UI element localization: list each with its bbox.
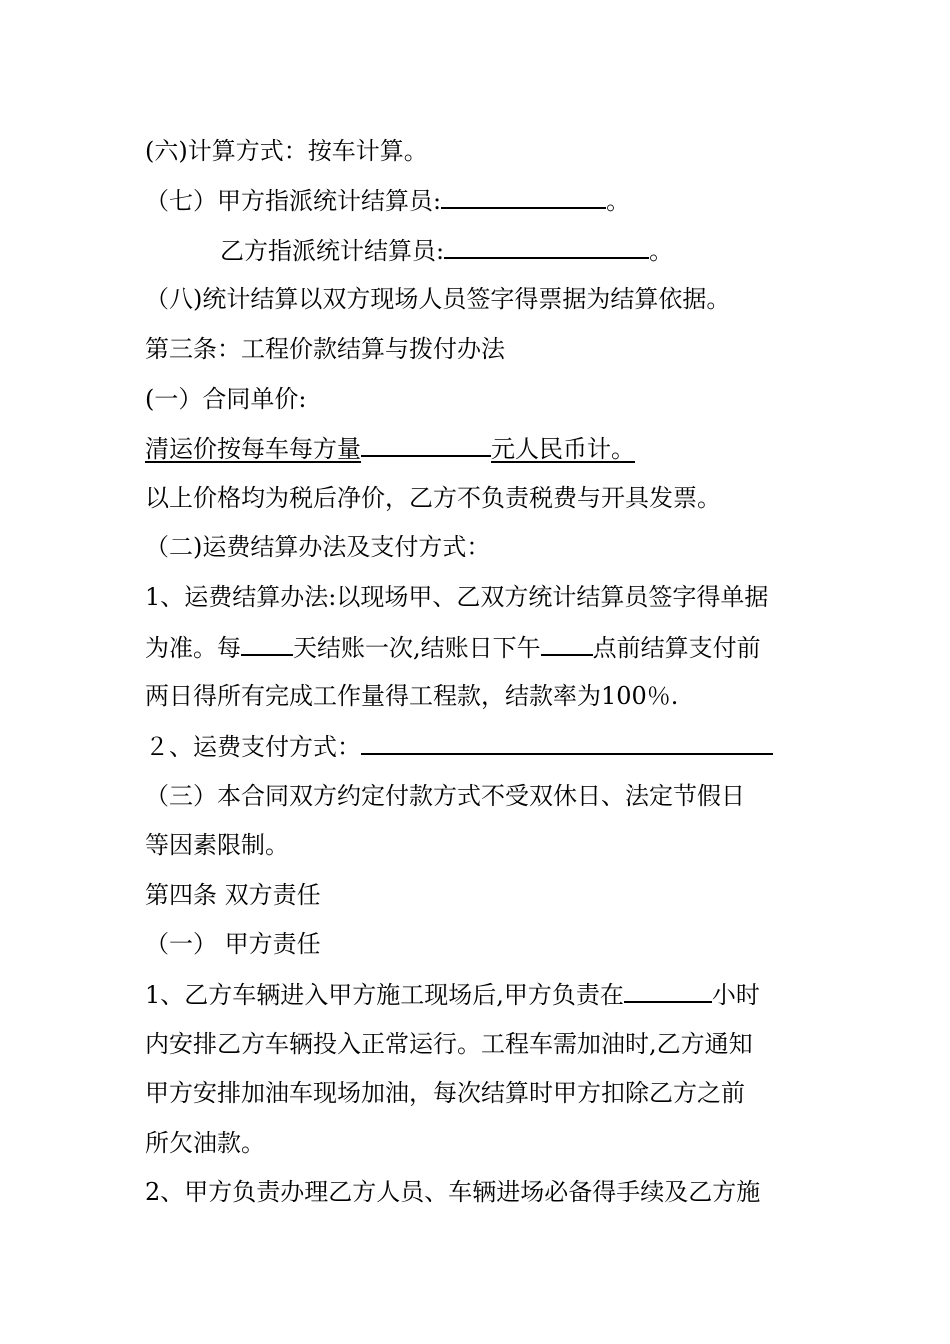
fill-blank-payment-method[interactable]	[361, 731, 773, 755]
text-line	[145, 532, 490, 562]
line-text: 乙方指派统计结算员:	[220, 237, 445, 265]
text-line	[145, 284, 730, 314]
line-text: (六)计算方式：按车计算。	[145, 137, 428, 165]
line-text: 。	[606, 187, 631, 215]
text-line	[145, 483, 721, 513]
line-text: ２、运费支付方式：	[145, 733, 361, 761]
text-line	[145, 433, 635, 463]
line-text: 点前结算支付前	[592, 634, 761, 662]
line-text: （三）本合同双方约定付款方式不受双休日、法定节假日	[145, 782, 745, 810]
fill-blank-hour[interactable]	[541, 632, 593, 656]
text-line	[145, 979, 760, 1009]
text-line	[220, 235, 673, 265]
line-text: （八)统计结算以双方现场人员签字得票据为结算依据。	[145, 285, 731, 313]
text-line	[145, 632, 761, 662]
fill-blank-days[interactable]	[241, 632, 293, 656]
text-line	[145, 731, 773, 761]
fill-blank-yi-clerk[interactable]	[444, 235, 649, 259]
line-text: 两日得所有完成工作量得工程款，结款率为100％.	[145, 682, 679, 710]
line-text: 甲方安排加油车现场加油，每次结算时甲方扣除乙方之前	[145, 1079, 745, 1107]
text-line	[145, 136, 428, 166]
line-text: (一）合同单价:	[145, 385, 307, 413]
line-text: 小时	[711, 981, 760, 1009]
line-text: 。	[649, 237, 674, 265]
line-text: （七）甲方指派统计结算员:	[145, 187, 442, 215]
line-text: 1、运费结算办法:以现场甲、乙双方统计结算员签字得单据	[145, 583, 769, 611]
text-line	[145, 1029, 753, 1059]
text-line	[145, 1078, 745, 1108]
fill-blank-unit-price[interactable]	[361, 433, 491, 457]
section-heading	[145, 334, 505, 364]
line-text: 1、乙方车辆进入甲方施工现场后,甲方负责在	[145, 981, 624, 1009]
underlined-text: 元人民币计。	[491, 435, 635, 463]
line-text: （二)运费结算办法及支付方式：	[145, 533, 491, 561]
text-line	[145, 1128, 265, 1158]
line-text: 等因素限制。	[145, 831, 289, 859]
section-heading	[145, 880, 321, 910]
line-text: 2、甲方负责办理乙方人员、车辆进场必备得手续及乙方施	[145, 1178, 761, 1206]
text-line	[145, 681, 678, 711]
fill-blank-jia-clerk[interactable]	[441, 185, 606, 209]
text-line	[145, 929, 321, 959]
line-text: 为准。每	[145, 634, 241, 662]
line-text: 所欠油款。	[145, 1129, 265, 1157]
line-text: （一） 甲方责任	[145, 930, 321, 958]
line-text: 天结账一次,结账日下午	[293, 634, 541, 662]
fill-blank-hours[interactable]	[624, 979, 712, 1003]
underlined-text: 清运价按每车每方量	[145, 435, 361, 463]
text-line	[145, 1177, 760, 1207]
heading-text: 第四条 双方责任	[145, 881, 321, 909]
text-line	[145, 830, 289, 860]
text-line	[145, 781, 745, 811]
line-text: 内安排乙方车辆投入正常运行。工程车需加油时,乙方通知	[145, 1030, 753, 1058]
heading-text: 第三条：工程价款结算与拨付办法	[145, 335, 505, 363]
text-line	[145, 384, 306, 414]
line-text: 以上价格均为税后净价，乙方不负责税费与开具发票。	[145, 484, 721, 512]
text-line	[145, 582, 768, 612]
text-line	[145, 185, 630, 215]
